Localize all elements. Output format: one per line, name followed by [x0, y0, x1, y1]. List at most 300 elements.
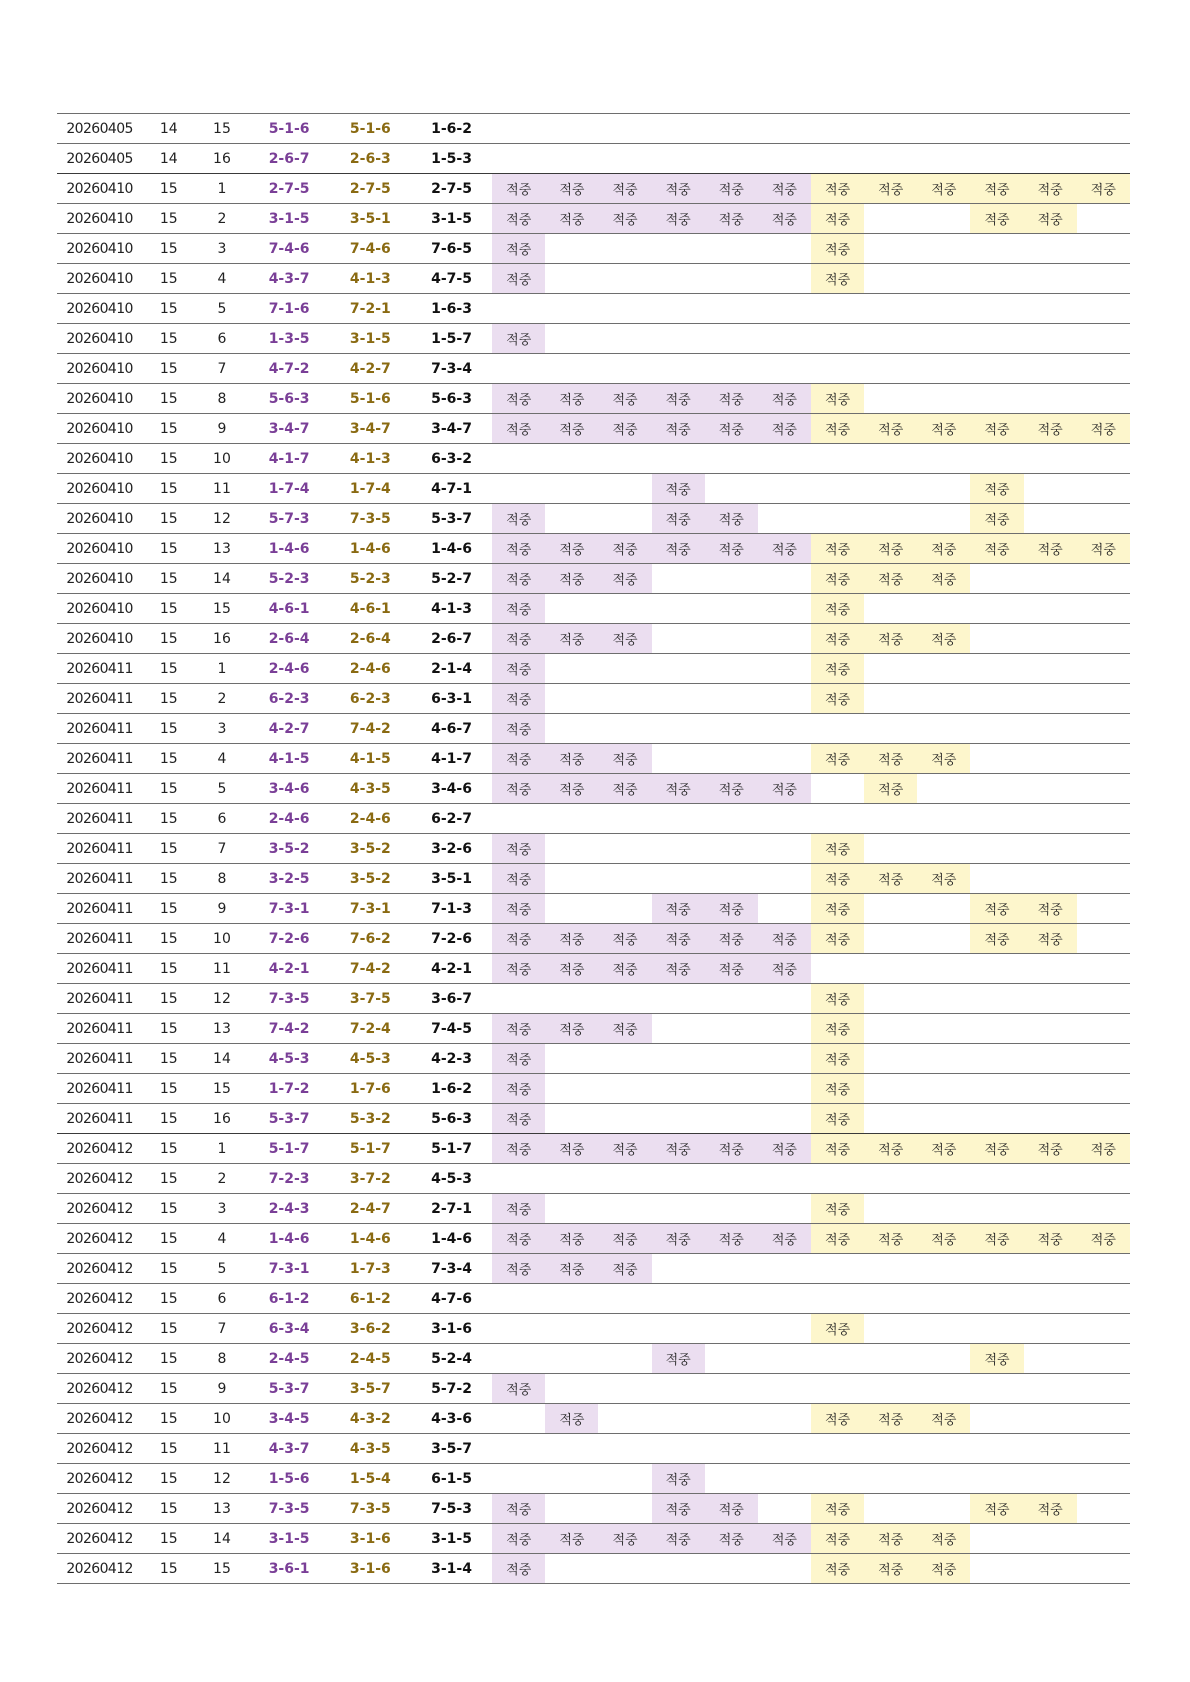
round-cell: 15: [142, 1014, 195, 1044]
empty-cell: [705, 1254, 758, 1284]
empty-cell: [970, 744, 1023, 774]
hit-mark: 적중: [598, 924, 651, 954]
hit-mark: 적중: [811, 894, 864, 924]
empty-cell: [598, 474, 651, 504]
empty-cell: [705, 864, 758, 894]
empty-cell: [864, 264, 917, 294]
empty-cell: [864, 894, 917, 924]
empty-cell: [545, 1344, 598, 1374]
combo-a-cell: 1-5-6: [249, 1464, 330, 1494]
combo-b-cell: 1-7-3: [330, 1254, 411, 1284]
combo-a-cell: 2-4-6: [249, 654, 330, 684]
date-cell: 20260410: [57, 534, 142, 564]
date-cell: 20260412: [57, 1134, 142, 1164]
combo-b-cell: 3-1-6: [330, 1554, 411, 1584]
empty-cell: [492, 1314, 545, 1344]
hit-mark: 적중: [492, 594, 545, 624]
hit-mark: 적중: [652, 954, 705, 984]
hit-mark: 적중: [492, 534, 545, 564]
empty-cell: [1024, 714, 1077, 744]
result-cell: 7-3-4: [411, 354, 492, 384]
combo-b-cell: 4-1-3: [330, 444, 411, 474]
empty-cell: [652, 1014, 705, 1044]
combo-b-cell: 7-6-2: [330, 924, 411, 954]
empty-cell: [545, 444, 598, 474]
hit-mark: 적중: [652, 1344, 705, 1374]
hit-mark: 적중: [598, 1224, 651, 1254]
combo-b-cell: 4-1-3: [330, 264, 411, 294]
empty-cell: [1024, 1194, 1077, 1224]
date-cell: 20260410: [57, 474, 142, 504]
race-number-cell: 2: [195, 684, 248, 714]
empty-cell: [1024, 1404, 1077, 1434]
result-cell: 2-6-7: [411, 624, 492, 654]
result-cell: 3-4-6: [411, 774, 492, 804]
empty-cell: [758, 444, 811, 474]
hit-mark: 적중: [1024, 894, 1077, 924]
table-row: [57, 564, 1130, 594]
empty-cell: [545, 1374, 598, 1404]
table-row: [57, 1464, 1130, 1494]
result-cell: 4-7-1: [411, 474, 492, 504]
table-row: [57, 1554, 1130, 1584]
result-cell: 7-3-4: [411, 1254, 492, 1284]
empty-cell: [970, 654, 1023, 684]
combo-a-cell: 7-3-5: [249, 1494, 330, 1524]
hit-mark: 적중: [705, 1224, 758, 1254]
hit-mark: 적중: [1024, 1224, 1077, 1254]
combo-a-cell: 4-3-7: [249, 264, 330, 294]
empty-cell: [1077, 204, 1130, 234]
combo-a-cell: 7-3-5: [249, 984, 330, 1014]
combo-a-cell: 3-4-5: [249, 1404, 330, 1434]
empty-cell: [970, 1554, 1023, 1584]
combo-b-cell: 7-2-1: [330, 294, 411, 324]
date-cell: 20260412: [57, 1434, 142, 1464]
hit-mark: 적중: [598, 1134, 651, 1164]
hit-mark: 적중: [917, 1404, 970, 1434]
race-number-cell: 7: [195, 834, 248, 864]
round-cell: 15: [142, 1524, 195, 1554]
empty-cell: [758, 264, 811, 294]
empty-cell: [811, 324, 864, 354]
combo-a-cell: 4-5-3: [249, 1044, 330, 1074]
hit-mark: 적중: [811, 1014, 864, 1044]
table-row: [57, 1164, 1130, 1194]
empty-cell: [970, 564, 1023, 594]
empty-cell: [705, 1164, 758, 1194]
empty-cell: [545, 354, 598, 384]
empty-cell: [652, 744, 705, 774]
empty-cell: [864, 984, 917, 1014]
empty-cell: [545, 654, 598, 684]
hit-mark: 적중: [811, 1494, 864, 1524]
empty-cell: [1024, 1284, 1077, 1314]
empty-cell: [758, 1404, 811, 1434]
race-number-cell: 7: [195, 1314, 248, 1344]
empty-cell: [652, 1404, 705, 1434]
race-number-cell: 9: [195, 1374, 248, 1404]
empty-cell: [1077, 1284, 1130, 1314]
date-cell: 20260410: [57, 444, 142, 474]
hit-mark: 적중: [864, 864, 917, 894]
empty-cell: [652, 264, 705, 294]
empty-cell: [1077, 624, 1130, 654]
empty-cell: [970, 354, 1023, 384]
hit-mark: 적중: [917, 864, 970, 894]
combo-a-cell: 4-7-2: [249, 354, 330, 384]
date-cell: 20260410: [57, 204, 142, 234]
empty-cell: [811, 1374, 864, 1404]
date-cell: 20260410: [57, 504, 142, 534]
combo-a-cell: 2-4-3: [249, 1194, 330, 1224]
empty-cell: [1024, 1374, 1077, 1404]
empty-cell: [545, 714, 598, 744]
empty-cell: [811, 144, 864, 174]
race-number-cell: 1: [195, 1134, 248, 1164]
hit-mark: 적중: [1024, 174, 1077, 204]
combo-a-cell: 5-1-7: [249, 1134, 330, 1164]
race-number-cell: 6: [195, 804, 248, 834]
hit-mark: 적중: [545, 174, 598, 204]
combo-a-cell: 4-3-7: [249, 1434, 330, 1464]
round-cell: 15: [142, 324, 195, 354]
race-number-cell: 11: [195, 954, 248, 984]
empty-cell: [864, 954, 917, 984]
combo-a-cell: 4-1-5: [249, 744, 330, 774]
empty-cell: [652, 294, 705, 324]
empty-cell: [705, 1194, 758, 1224]
empty-cell: [864, 1344, 917, 1374]
hit-mark: 적중: [492, 414, 545, 444]
hit-mark: 적중: [811, 1134, 864, 1164]
empty-cell: [492, 804, 545, 834]
empty-cell: [1024, 264, 1077, 294]
date-cell: 20260411: [57, 654, 142, 684]
hit-mark: 적중: [492, 924, 545, 954]
race-number-cell: 6: [195, 324, 248, 354]
combo-b-cell: 2-7-5: [330, 174, 411, 204]
race-number-cell: 16: [195, 144, 248, 174]
hit-mark: 적중: [811, 264, 864, 294]
empty-cell: [705, 804, 758, 834]
table-row: [57, 1104, 1130, 1134]
combo-b-cell: 2-4-7: [330, 1194, 411, 1224]
empty-cell: [758, 654, 811, 684]
date-cell: 20260411: [57, 894, 142, 924]
round-cell: 15: [142, 624, 195, 654]
race-number-cell: 11: [195, 474, 248, 504]
empty-cell: [758, 1344, 811, 1374]
empty-cell: [1024, 144, 1077, 174]
empty-cell: [758, 1374, 811, 1404]
empty-cell: [492, 1404, 545, 1434]
empty-cell: [492, 1164, 545, 1194]
table-row: [57, 714, 1130, 744]
hit-mark: 적중: [758, 384, 811, 414]
empty-cell: [598, 1554, 651, 1584]
empty-cell: [705, 144, 758, 174]
empty-cell: [598, 1164, 651, 1194]
empty-cell: [1024, 234, 1077, 264]
empty-cell: [811, 354, 864, 384]
empty-cell: [705, 1434, 758, 1464]
hit-mark: 적중: [811, 1104, 864, 1134]
combo-b-cell: 3-4-7: [330, 414, 411, 444]
hit-mark: 적중: [1024, 534, 1077, 564]
table-row: [57, 624, 1130, 654]
date-cell: 20260412: [57, 1464, 142, 1494]
hit-mark: 적중: [492, 1074, 545, 1104]
result-cell: 5-7-2: [411, 1374, 492, 1404]
empty-cell: [758, 894, 811, 924]
hit-mark: 적중: [811, 414, 864, 444]
empty-cell: [758, 714, 811, 744]
table-row: [57, 984, 1130, 1014]
hit-mark: 적중: [864, 744, 917, 774]
result-cell: 3-1-5: [411, 1524, 492, 1554]
race-number-cell: 14: [195, 1524, 248, 1554]
result-cell: 3-4-7: [411, 414, 492, 444]
hit-mark: 적중: [917, 624, 970, 654]
empty-cell: [758, 864, 811, 894]
table-row: [57, 744, 1130, 774]
empty-cell: [652, 564, 705, 594]
hit-mark: 적중: [970, 1494, 1023, 1524]
table-row: [57, 1134, 1130, 1164]
race-number-cell: 8: [195, 864, 248, 894]
race-number-cell: 4: [195, 1224, 248, 1254]
table-row: [57, 1374, 1130, 1404]
empty-cell: [1077, 504, 1130, 534]
combo-b-cell: 4-3-2: [330, 1404, 411, 1434]
hit-mark: 적중: [864, 774, 917, 804]
empty-cell: [1077, 1164, 1130, 1194]
hit-mark: 적중: [705, 534, 758, 564]
round-cell: 15: [142, 1074, 195, 1104]
hit-mark: 적중: [970, 894, 1023, 924]
result-cell: 1-6-3: [411, 294, 492, 324]
empty-cell: [864, 1164, 917, 1194]
empty-cell: [917, 1104, 970, 1134]
date-cell: 20260411: [57, 954, 142, 984]
date-cell: 20260410: [57, 594, 142, 624]
empty-cell: [598, 1314, 651, 1344]
empty-cell: [970, 714, 1023, 744]
empty-cell: [705, 234, 758, 264]
combo-b-cell: 6-2-3: [330, 684, 411, 714]
hit-mark: 적중: [811, 984, 864, 1014]
empty-cell: [652, 144, 705, 174]
round-cell: 15: [142, 1224, 195, 1254]
empty-cell: [1024, 474, 1077, 504]
combo-a-cell: 2-4-6: [249, 804, 330, 834]
hit-mark: 적중: [970, 174, 1023, 204]
empty-cell: [705, 1044, 758, 1074]
empty-cell: [917, 384, 970, 414]
empty-cell: [1024, 1434, 1077, 1464]
race-number-cell: 15: [195, 114, 248, 144]
empty-cell: [758, 474, 811, 504]
hit-mark: 적중: [545, 624, 598, 654]
empty-cell: [917, 264, 970, 294]
table-row: [57, 834, 1130, 864]
race-number-cell: 13: [195, 1494, 248, 1524]
round-cell: 15: [142, 1344, 195, 1374]
date-cell: 20260412: [57, 1524, 142, 1554]
empty-cell: [1077, 804, 1130, 834]
empty-cell: [1077, 984, 1130, 1014]
empty-cell: [705, 474, 758, 504]
empty-cell: [864, 204, 917, 234]
empty-cell: [652, 444, 705, 474]
empty-cell: [545, 1194, 598, 1224]
empty-cell: [1077, 564, 1130, 594]
empty-cell: [758, 1554, 811, 1584]
result-cell: 4-2-1: [411, 954, 492, 984]
hit-mark: 적중: [917, 1524, 970, 1554]
empty-cell: [970, 294, 1023, 324]
hit-mark: 적중: [811, 864, 864, 894]
empty-cell: [917, 894, 970, 924]
combo-b-cell: 7-3-1: [330, 894, 411, 924]
race-number-cell: 10: [195, 924, 248, 954]
empty-cell: [598, 894, 651, 924]
empty-cell: [758, 354, 811, 384]
empty-cell: [705, 1314, 758, 1344]
empty-cell: [1077, 894, 1130, 924]
hit-mark: 적중: [545, 1254, 598, 1284]
empty-cell: [1077, 1314, 1130, 1344]
result-cell: 7-2-6: [411, 924, 492, 954]
empty-cell: [652, 594, 705, 624]
combo-a-cell: 6-2-3: [249, 684, 330, 714]
empty-cell: [598, 1284, 651, 1314]
hit-mark: 적중: [705, 924, 758, 954]
result-cell: 7-1-3: [411, 894, 492, 924]
hit-mark: 적중: [492, 774, 545, 804]
race-number-cell: 8: [195, 384, 248, 414]
empty-cell: [1077, 1524, 1130, 1554]
empty-cell: [970, 264, 1023, 294]
empty-cell: [652, 1374, 705, 1404]
empty-cell: [545, 1314, 598, 1344]
combo-a-cell: 5-6-3: [249, 384, 330, 414]
combo-b-cell: 2-6-4: [330, 624, 411, 654]
hit-mark: 적중: [492, 684, 545, 714]
table-row: [57, 1254, 1130, 1284]
hit-mark: 적중: [492, 744, 545, 774]
hit-mark: 적중: [598, 534, 651, 564]
empty-cell: [652, 834, 705, 864]
empty-cell: [492, 1284, 545, 1314]
empty-cell: [864, 1374, 917, 1404]
hit-mark: 적중: [1077, 174, 1130, 204]
empty-cell: [492, 474, 545, 504]
empty-cell: [652, 1314, 705, 1344]
combo-a-cell: 5-3-7: [249, 1374, 330, 1404]
result-cell: 7-6-5: [411, 234, 492, 264]
hit-mark: 적중: [492, 1194, 545, 1224]
empty-cell: [917, 684, 970, 714]
empty-cell: [598, 354, 651, 384]
hit-mark: 적중: [917, 744, 970, 774]
round-cell: 15: [142, 684, 195, 714]
empty-cell: [545, 684, 598, 714]
hit-mark: 적중: [652, 384, 705, 414]
hit-mark: 적중: [970, 414, 1023, 444]
empty-cell: [705, 834, 758, 864]
combo-b-cell: 2-4-5: [330, 1344, 411, 1374]
hit-mark: 적중: [492, 1374, 545, 1404]
empty-cell: [917, 594, 970, 624]
date-cell: 20260410: [57, 174, 142, 204]
race-number-cell: 2: [195, 204, 248, 234]
empty-cell: [917, 294, 970, 324]
hit-mark: 적중: [545, 204, 598, 234]
hit-mark: 적중: [492, 234, 545, 264]
hit-mark: 적중: [492, 1554, 545, 1584]
empty-cell: [492, 1464, 545, 1494]
combo-b-cell: 3-6-2: [330, 1314, 411, 1344]
empty-cell: [970, 324, 1023, 354]
hit-mark: 적중: [545, 954, 598, 984]
empty-cell: [652, 1164, 705, 1194]
empty-cell: [1077, 1044, 1130, 1074]
empty-cell: [970, 1374, 1023, 1404]
hit-mark: 적중: [652, 174, 705, 204]
race-number-cell: 12: [195, 504, 248, 534]
round-cell: 15: [142, 504, 195, 534]
race-number-cell: 16: [195, 1104, 248, 1134]
combo-a-cell: 4-2-1: [249, 954, 330, 984]
race-number-cell: 8: [195, 1344, 248, 1374]
empty-cell: [652, 354, 705, 384]
table-row: [57, 684, 1130, 714]
hit-mark: 적중: [811, 1074, 864, 1104]
empty-cell: [864, 1044, 917, 1074]
table-row: [57, 504, 1130, 534]
empty-cell: [917, 1374, 970, 1404]
round-cell: 15: [142, 594, 195, 624]
combo-b-cell: 1-7-4: [330, 474, 411, 504]
hit-mark: 적중: [545, 1524, 598, 1554]
empty-cell: [1024, 1074, 1077, 1104]
result-cell: 4-6-7: [411, 714, 492, 744]
empty-cell: [598, 294, 651, 324]
date-cell: 20260405: [57, 114, 142, 144]
date-cell: 20260411: [57, 714, 142, 744]
empty-cell: [598, 984, 651, 1014]
result-cell: 5-2-4: [411, 1344, 492, 1374]
empty-cell: [545, 894, 598, 924]
hit-mark: 적중: [758, 954, 811, 984]
table-row: [57, 204, 1130, 234]
empty-cell: [1077, 744, 1130, 774]
combo-b-cell: 7-4-6: [330, 234, 411, 264]
combo-a-cell: 1-3-5: [249, 324, 330, 354]
combo-a-cell: 5-3-7: [249, 1104, 330, 1134]
empty-cell: [1024, 444, 1077, 474]
empty-cell: [652, 654, 705, 684]
hit-mark: 적중: [492, 1254, 545, 1284]
empty-cell: [811, 1344, 864, 1374]
empty-cell: [652, 804, 705, 834]
empty-cell: [758, 1044, 811, 1074]
empty-cell: [598, 714, 651, 744]
result-cell: 1-5-7: [411, 324, 492, 354]
empty-cell: [864, 444, 917, 474]
